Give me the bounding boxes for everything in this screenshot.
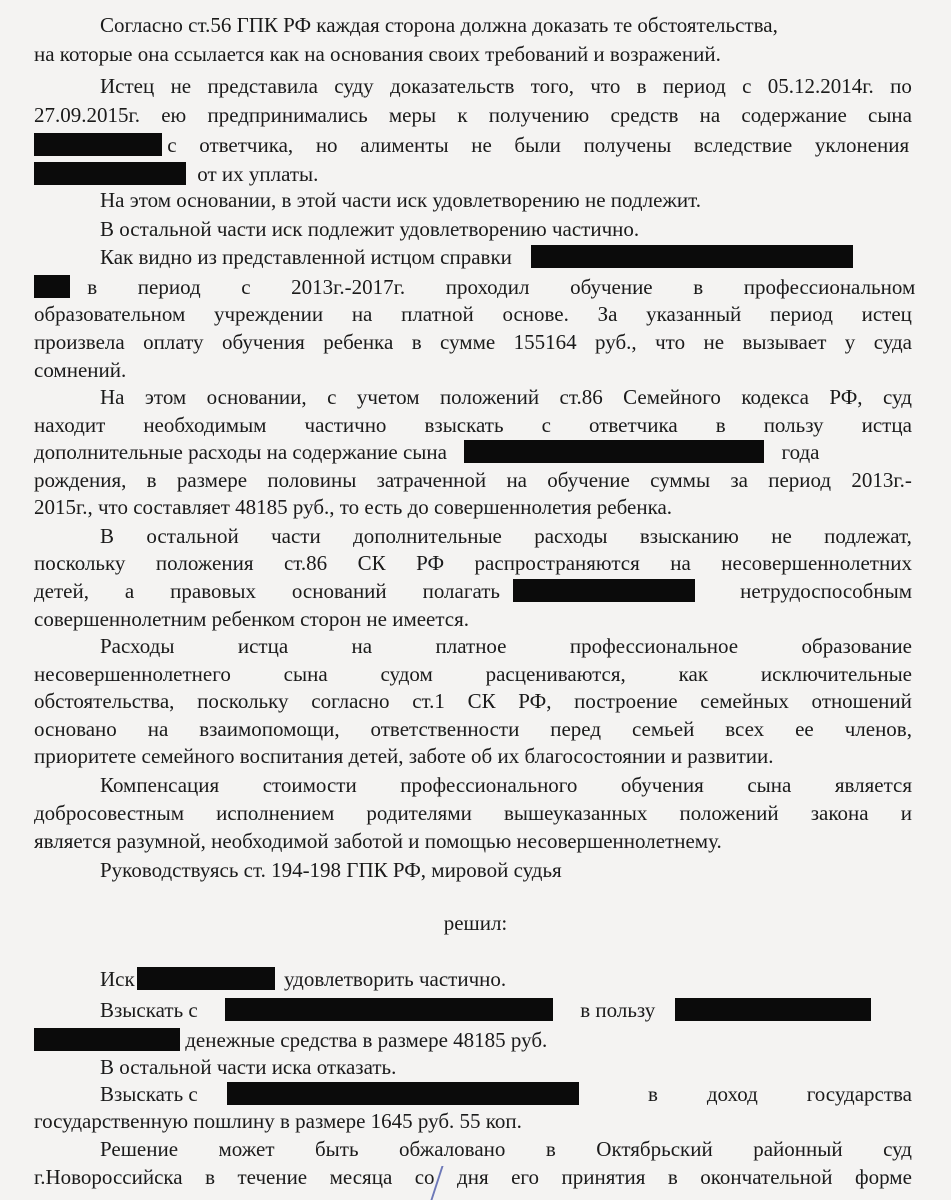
text-line bbox=[100, 997, 912, 1024]
word: В bbox=[100, 524, 115, 548]
redaction-block bbox=[225, 998, 553, 1021]
text-line-words bbox=[167, 132, 909, 159]
word: РФ, bbox=[829, 385, 863, 409]
word: стоимости bbox=[262, 773, 357, 797]
word: меры bbox=[388, 103, 437, 127]
word: в bbox=[411, 330, 422, 354]
word: содержание bbox=[741, 103, 847, 127]
word: Истец bbox=[100, 74, 155, 98]
text-line bbox=[34, 329, 912, 356]
word: истца bbox=[237, 634, 289, 658]
word: районный bbox=[753, 1137, 843, 1161]
word: получению bbox=[488, 103, 590, 127]
word: в bbox=[87, 275, 98, 299]
redaction-block bbox=[34, 275, 70, 298]
word: обучения bbox=[221, 330, 305, 354]
word: средств bbox=[610, 103, 679, 127]
word: с bbox=[541, 413, 551, 437]
word: основано bbox=[34, 717, 117, 741]
word: ее bbox=[795, 717, 814, 741]
word: представила bbox=[207, 74, 318, 98]
word: 2013г.- bbox=[851, 468, 912, 492]
word: быть bbox=[314, 1137, 359, 1161]
text-line-words bbox=[87, 274, 915, 301]
word: ответчика bbox=[588, 413, 678, 437]
word: отношений bbox=[811, 689, 912, 713]
text-span: денежные средства в размере 48185 руб. bbox=[185, 1028, 548, 1052]
word: дня bbox=[457, 1165, 489, 1189]
text-line bbox=[100, 966, 912, 993]
text-line: совершеннолетним ребенком сторон не имеется. bbox=[34, 607, 470, 631]
word: месяца bbox=[329, 1165, 393, 1189]
word: вызывает bbox=[742, 330, 827, 354]
word: 155164 bbox=[513, 330, 577, 354]
redaction-block bbox=[531, 245, 853, 268]
word: на bbox=[699, 103, 721, 127]
word: 27.09.2015г. bbox=[34, 103, 140, 127]
word: г.Новороссийска bbox=[34, 1165, 183, 1189]
text-span: Как видно из представленной истцом справки bbox=[100, 245, 512, 269]
text-line bbox=[100, 1136, 912, 1163]
word: у bbox=[844, 330, 856, 354]
word: обучение bbox=[570, 275, 653, 299]
word: что bbox=[655, 330, 686, 354]
word: является bbox=[834, 773, 912, 797]
word: обучения bbox=[620, 773, 704, 797]
word: истца bbox=[861, 413, 912, 437]
word: затраченной bbox=[376, 468, 487, 492]
word: остальной bbox=[146, 524, 239, 548]
text-line bbox=[34, 439, 912, 466]
word: согласно bbox=[311, 689, 390, 713]
word: судом bbox=[380, 662, 433, 686]
word: суд bbox=[882, 385, 912, 409]
word: с bbox=[327, 385, 337, 409]
word: основании, bbox=[206, 385, 307, 409]
word: в bbox=[146, 468, 157, 492]
text-line: На этом основании, в этой части иск удовлетворению не подлежит. bbox=[100, 188, 702, 212]
word: поскольку bbox=[197, 689, 289, 713]
text-line: В остальной части иск подлежит удовлетворению частично. bbox=[100, 217, 640, 241]
word: основе. bbox=[502, 302, 569, 326]
word: членов, bbox=[844, 717, 912, 741]
word: проходил bbox=[445, 275, 530, 299]
text-line bbox=[100, 633, 912, 660]
word: части bbox=[271, 524, 321, 548]
word: с bbox=[241, 275, 251, 299]
text-line: государственную пошлину в размере 1645 руб. 55 коп. bbox=[34, 1109, 522, 1133]
word: а bbox=[124, 579, 135, 603]
word: на bbox=[506, 468, 527, 492]
word: РФ bbox=[416, 551, 445, 575]
text-span: дополнительные расходы на содержание сына bbox=[34, 440, 447, 464]
word: 2013г.-2017г. bbox=[291, 275, 406, 299]
text-line: на которые она ссылается как на основания своих требований и возражений. bbox=[34, 42, 721, 66]
word: ответственности bbox=[370, 717, 520, 741]
word: находит bbox=[34, 413, 106, 437]
redaction-block bbox=[464, 440, 764, 463]
text-line: Согласно ст.56 ГПК РФ каждая сторона должна доказать те обстоятельства, bbox=[100, 13, 778, 37]
word: доказательств bbox=[390, 74, 515, 98]
word: уклонения bbox=[814, 133, 910, 157]
word: семьей bbox=[631, 717, 695, 741]
word: ею bbox=[161, 103, 187, 127]
word: произвела bbox=[34, 330, 125, 354]
word: не bbox=[771, 524, 792, 548]
word: добросовестным bbox=[34, 801, 184, 825]
word: дополнительные bbox=[353, 524, 502, 548]
word: несовершеннолетнего bbox=[34, 662, 231, 686]
text-line bbox=[100, 772, 912, 799]
word: этом bbox=[144, 385, 187, 409]
word: не bbox=[471, 133, 492, 157]
word: период bbox=[662, 74, 726, 98]
word: в bbox=[648, 1082, 658, 1106]
text-span: нетрудоспособным bbox=[740, 579, 912, 603]
word: ст.86 bbox=[283, 551, 328, 575]
word: детей, bbox=[34, 579, 89, 603]
word: родителями bbox=[366, 801, 472, 825]
word: суда bbox=[873, 330, 912, 354]
text-span: в пользу bbox=[580, 998, 656, 1022]
word: закона bbox=[810, 801, 869, 825]
word: государства bbox=[806, 1082, 912, 1106]
text-line: Руководствуясь ст. 194-198 ГПК РФ, мировой судья bbox=[100, 858, 562, 882]
word: взаимопомощи, bbox=[199, 717, 340, 741]
text-line bbox=[100, 384, 912, 411]
text-line bbox=[34, 412, 912, 439]
word: на bbox=[351, 634, 373, 658]
redaction-block bbox=[227, 1082, 579, 1105]
word: кодекса bbox=[741, 385, 809, 409]
text-line bbox=[100, 1081, 912, 1108]
text-line bbox=[100, 73, 912, 100]
word: исполнением bbox=[216, 801, 335, 825]
word: Октябрьский bbox=[596, 1137, 713, 1161]
text-line bbox=[34, 102, 912, 129]
word: положений bbox=[439, 385, 540, 409]
word: расходы bbox=[534, 524, 608, 548]
text-line bbox=[100, 244, 912, 271]
word: Решение bbox=[100, 1137, 179, 1161]
word: в bbox=[636, 74, 647, 98]
word: в bbox=[693, 275, 704, 299]
word: оснований bbox=[291, 579, 387, 603]
word: Семейного bbox=[623, 385, 721, 409]
word: на bbox=[351, 302, 373, 326]
text-line bbox=[34, 550, 912, 577]
text-line-words bbox=[648, 1081, 912, 1108]
word: руб., bbox=[595, 330, 637, 354]
word: несовершеннолетних bbox=[721, 551, 912, 575]
word: течение bbox=[237, 1165, 308, 1189]
word: не bbox=[703, 330, 725, 354]
word: необходимым bbox=[143, 413, 267, 437]
word: были bbox=[514, 133, 561, 157]
word: положения bbox=[155, 551, 254, 575]
word: суд bbox=[883, 1137, 912, 1161]
word: полагать bbox=[422, 579, 500, 603]
word: распространяются bbox=[474, 551, 640, 575]
word: сына bbox=[283, 662, 328, 686]
word: исключительные bbox=[760, 662, 912, 686]
word: образование bbox=[801, 634, 912, 658]
word: в bbox=[205, 1165, 215, 1189]
word: в bbox=[667, 1165, 678, 1189]
word: На bbox=[100, 385, 125, 409]
word: РФ, bbox=[518, 689, 552, 713]
word: вследствие bbox=[693, 133, 793, 157]
word: обжаловано bbox=[399, 1137, 506, 1161]
text-line bbox=[34, 467, 912, 494]
text-span: Взыскать с bbox=[100, 1082, 198, 1106]
word: алименты bbox=[360, 133, 449, 157]
text-line bbox=[34, 161, 912, 188]
word: со bbox=[414, 1165, 435, 1189]
word: период bbox=[770, 302, 833, 326]
word: что bbox=[590, 74, 621, 98]
word: сына bbox=[868, 103, 912, 127]
word: ст.86 bbox=[559, 385, 603, 409]
word: ребенка bbox=[323, 330, 394, 354]
text-line bbox=[34, 578, 912, 605]
word: СК bbox=[357, 551, 386, 575]
text-line bbox=[34, 661, 912, 688]
word: его bbox=[511, 1165, 540, 1189]
word: но bbox=[315, 133, 338, 157]
word: окончательной bbox=[700, 1165, 833, 1189]
redaction-block bbox=[137, 967, 275, 990]
word: За bbox=[597, 302, 618, 326]
redaction-block bbox=[513, 579, 695, 602]
word: взыскать bbox=[424, 413, 504, 437]
word: учетом bbox=[356, 385, 420, 409]
word: с bbox=[167, 133, 177, 157]
word: построение bbox=[574, 689, 678, 713]
word: как bbox=[678, 662, 709, 686]
text-line: В остальной части иска отказать. bbox=[100, 1055, 397, 1079]
word: сына bbox=[747, 773, 792, 797]
decision-title: решил: bbox=[443, 911, 508, 935]
word: суммы bbox=[650, 468, 711, 492]
text-line bbox=[34, 274, 916, 301]
word: 05.12.2014г. bbox=[767, 74, 874, 98]
text-line bbox=[34, 301, 912, 328]
word: учреждении bbox=[213, 302, 324, 326]
text-line bbox=[100, 523, 912, 550]
text-line bbox=[34, 1164, 912, 1191]
word: ст.1 bbox=[412, 689, 445, 713]
word: половины bbox=[267, 468, 357, 492]
word: платное bbox=[435, 634, 507, 658]
word: к bbox=[457, 103, 468, 127]
text-line bbox=[34, 800, 912, 827]
word: не bbox=[170, 74, 192, 98]
word: истец bbox=[861, 302, 912, 326]
text-span: Взыскать с bbox=[100, 998, 198, 1022]
word: профессиональном bbox=[743, 275, 916, 299]
redaction-block bbox=[34, 133, 162, 156]
word: Компенсация bbox=[100, 773, 220, 797]
word: доход bbox=[706, 1082, 758, 1106]
word: сумме bbox=[440, 330, 496, 354]
word: указанный bbox=[646, 302, 742, 326]
text-line bbox=[34, 716, 912, 743]
word: период bbox=[137, 275, 201, 299]
word: пользу bbox=[763, 413, 824, 437]
word: частично bbox=[304, 413, 387, 437]
redaction-block bbox=[34, 1028, 180, 1051]
word: в bbox=[545, 1137, 556, 1161]
word: образовательном bbox=[34, 302, 186, 326]
word: правовых bbox=[170, 579, 256, 603]
word: взысканию bbox=[639, 524, 739, 548]
word: форме bbox=[855, 1165, 912, 1189]
word: профессиональное bbox=[569, 634, 739, 658]
word: положений bbox=[679, 801, 779, 825]
word: профессионального bbox=[400, 773, 578, 797]
text-line bbox=[34, 132, 912, 159]
text-span: удовлетворить частично. bbox=[283, 967, 507, 991]
word: перед bbox=[550, 717, 602, 741]
text-line: 2015г., что составляет 48185 руб., то есть до совершеннолетия ребенка. bbox=[34, 495, 673, 519]
text-line: является разумной, необходимой заботой и помощью несовершеннолетнему. bbox=[34, 829, 722, 853]
text-line bbox=[34, 688, 912, 715]
word: на bbox=[147, 717, 169, 741]
word: период bbox=[768, 468, 832, 492]
word: за bbox=[730, 468, 748, 492]
word: всех bbox=[725, 717, 765, 741]
word: получены bbox=[583, 133, 672, 157]
word: размере bbox=[176, 468, 248, 492]
text-span: года bbox=[781, 440, 820, 464]
text-span: Иск bbox=[100, 967, 135, 991]
word: обучение bbox=[547, 468, 630, 492]
word: в bbox=[715, 413, 726, 437]
word: принятия bbox=[561, 1165, 646, 1189]
word: ответчика, bbox=[199, 133, 294, 157]
word: Расходы bbox=[100, 634, 175, 658]
word: поскольку bbox=[34, 551, 126, 575]
word: на bbox=[670, 551, 691, 575]
word: рождения, bbox=[34, 468, 127, 492]
word: оплату bbox=[143, 330, 204, 354]
word: платной bbox=[401, 302, 474, 326]
word: может bbox=[218, 1137, 275, 1161]
word: того, bbox=[530, 74, 575, 98]
text-line bbox=[34, 1027, 912, 1054]
word: по bbox=[890, 74, 912, 98]
word: вышеуказанных bbox=[503, 801, 648, 825]
word: предпринимались bbox=[207, 103, 368, 127]
text-line: сомнений. bbox=[34, 358, 127, 382]
redaction-block bbox=[675, 998, 871, 1021]
word: расцениваются, bbox=[485, 662, 626, 686]
word: суду bbox=[334, 74, 374, 98]
word: СК bbox=[467, 689, 496, 713]
redaction-block bbox=[34, 162, 186, 185]
text-line: приоритете семейного воспитания детей, заботе об их благосостоянии и развитии. bbox=[34, 744, 774, 768]
text-span: от их уплаты. bbox=[197, 162, 319, 186]
word: с bbox=[742, 74, 752, 98]
word: и bbox=[900, 801, 912, 825]
word: обстоятельства, bbox=[34, 689, 175, 713]
word: семейных bbox=[700, 689, 789, 713]
text-line-words bbox=[34, 578, 500, 605]
word: подлежат, bbox=[824, 524, 912, 548]
